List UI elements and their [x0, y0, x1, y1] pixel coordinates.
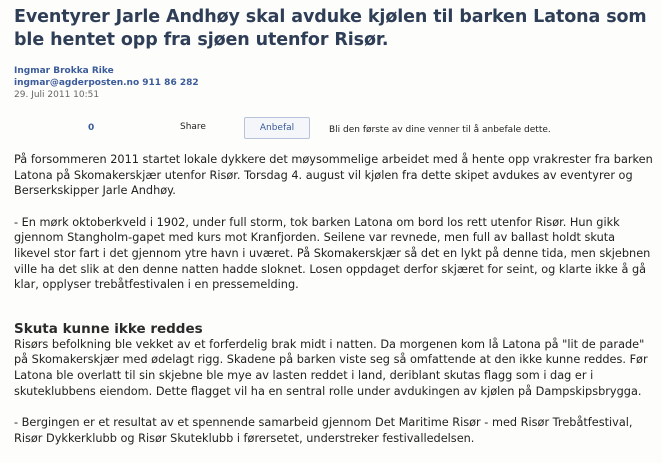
share-button[interactable]: Share: [180, 122, 206, 132]
recommend-prompt: Bli den første av dine venner til å anbefale dette.: [329, 125, 551, 135]
section-heading: Skuta kunne ikke reddes: [14, 320, 203, 337]
author-name[interactable]: Ingmar Brokka Rike: [14, 66, 114, 76]
article-title: Eventyrer Jarle Andhøy skal avduke kjølen til barken Latona som ble hentet opp fra sjøen utenfor Risør.: [14, 7, 647, 50]
paragraph-history: - En mørk oktoberkveld i 1902, under full storm, tok barken Latona om bord los rett utenfor Risør. Hun gikk gjennom Stangholm-gapet med kurs mot Kranfjorden. Seilene var revnede, men full av ballast holdt skuta likevel stor fart i det gjennom ytre havn i uværet. På Skomakerskjær så det en lykt på denne tida, men skjebnen ville ha det slik at den denne natten hadde sloknet. Losen oppdaget derfor skjæret for seint, og klarte ikke å gå klar, opplyser trebåtfestivalen i en pressemelding.: [14, 215, 651, 292]
article-body: [14, 152, 654, 462]
social-bar: [0, 117, 662, 145]
publish-date: 29. Juli 2011 10:51: [14, 90, 100, 100]
paragraph-wreck: Risørs befolkning ble vekket av et forferdelig brak midt i natten. Da morgenen kom lå Latona på "lit de parade" på Skomakerskjær med ødelagt rigg. Skadene på barken viste seg så omfattende at den ikke kunne reddes. Før Latona ble overlatt til sin skjebne ble mye av lasten reddet i land, deriblant skutas flagg som i dag er i skuteklubbens eiendom. Dette flagget vil ha en sentral rolle under avdukingen av kjølen på Dampskipsbrygga.: [14, 337, 648, 398]
paragraph-intro: På forsommeren 2011 startet lokale dykkere det møysommelige arbeidet med å hente opp vrakrester fra barken Latona på Skomakerskjær utenfor Risør. Torsdag 4. august vil kjølen fra dette skipet avdukes av eventyrer og Berserkskipper Jarle Andhøy.: [14, 153, 653, 198]
paragraph-salvage: - Bergingen er et resultat av et spennende samarbeid gjennom Det Maritime Risør - med Risør Trebåtfestival, Risør Dykkerklubb og Risør Skuteklubb i førersetet, understreker festivalledelsen.: [14, 416, 633, 445]
byline: [14, 65, 199, 101]
author-contact[interactable]: ingmar@agderposten.no 911 86 282: [14, 78, 199, 88]
recommend-button[interactable]: Anbefal: [244, 117, 310, 139]
share-count: 0: [88, 123, 95, 133]
